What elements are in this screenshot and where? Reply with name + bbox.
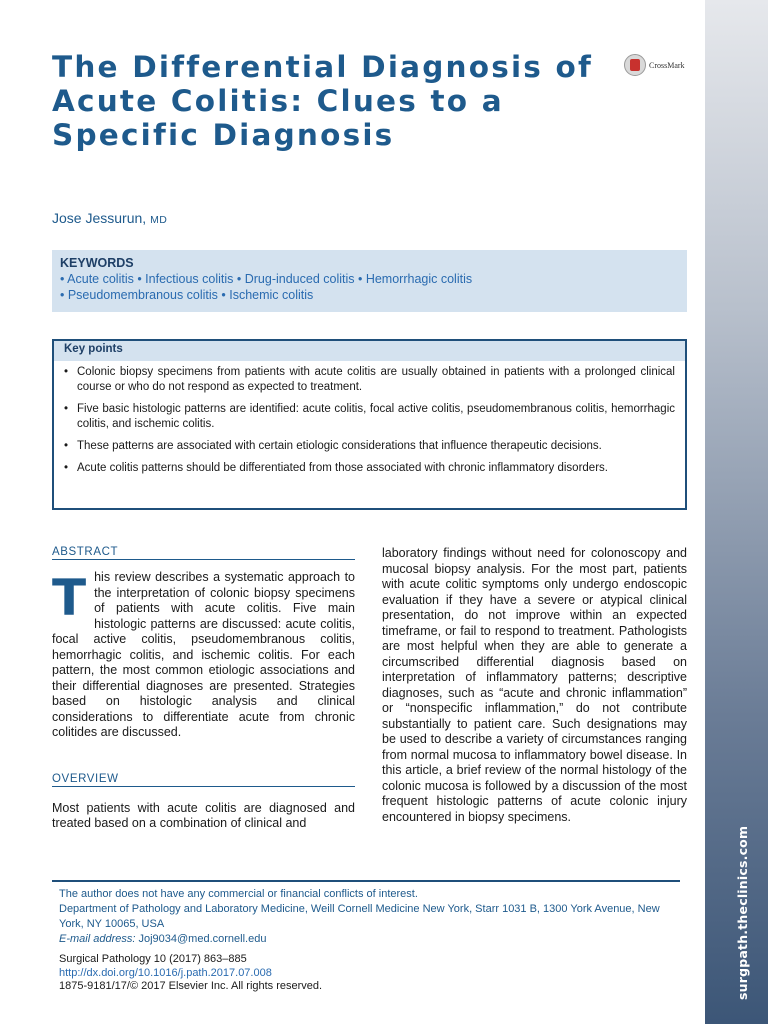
author-affiliation: Department of Pathology and Laboratory Medicine, Weill Cornell Medicine New York, Starr 1031 B, 1300 York Avenue, New York, NY 10065, USA: [59, 903, 660, 930]
key-point-item: • Colonic biopsy specimens from patients with acute colitis are usually obtained in patients with a prolonged clinical course or who do not respond as expected to treatment.: [64, 365, 675, 395]
left-column: [52, 546, 355, 832]
journal-site-url[interactable]: surgpath.theclinics.com: [735, 825, 750, 1000]
crossmark-label: CrossMark: [649, 60, 685, 70]
key-point-item: • Acute colitis patterns should be differentiated from those associated with chronic inflammatory disorders.: [64, 461, 675, 476]
key-points-heading: Key points: [54, 341, 685, 361]
abstract-text: [52, 570, 355, 741]
keywords-box: [52, 250, 687, 312]
email-line: [59, 932, 684, 947]
overview-text: Most patients with acute colitis are diagnosed and treated based on a combination of clinical and: [52, 800, 355, 830]
author-name: Jose Jessurun,: [52, 210, 147, 226]
abstract-dropcap: T: [52, 569, 87, 627]
key-points-box: [52, 339, 687, 510]
overview-continued-text: laboratory findings without need for colonoscopy and mucosal biopsy analysis. For the most part, patients with acute colitic symptoms only undergo endoscopic evaluation if they have a severe or atypical clinical presentation, do not improve within an expected timeframe, or fail to respond to treatment. Pathologists are most helpful when they are able to generate a circumscribed differential diagnosis based on interpretation of inflammatory patterns; descriptive diagnoses, such as “acute and chronic inflammation” or “nonspecific inflammation,” do not contribute substantially to patient care. Such designations may be used to describe a variety of circumstances ranging from normal mucosa to inflammatory bowel disease. In this article, a brief review of the normal histology of the colonic mucosa is followed by a discussion of the most frequent histologic patterns of acute colonic injury encountered in biopsy specimens.: [382, 546, 687, 824]
keywords-heading: KEYWORDS: [60, 256, 134, 270]
right-column: [382, 546, 687, 825]
article-title: The Differential Diagnosis of Acute Colitis: Clues to a Specific Diagnosis: [52, 50, 594, 152]
keywords-line-1: • Acute colitis • Infectious colitis • Drug-induced colitis • Hemorrhagic colitis: [60, 272, 473, 286]
copyright-line: 1875-9181/17/© 2017 Elsevier Inc. All rights reserved.: [59, 980, 323, 992]
conflict-statement: The author does not have any commercial or financial conflicts of interest.: [59, 888, 418, 900]
keywords-line-2: • Pseudomembranous colitis • Ischemic colitis: [60, 287, 314, 302]
email-label: E-mail address:: [59, 933, 136, 945]
doi-link[interactable]: http://dx.doi.org/10.1016/j.path.2017.07.008: [59, 966, 272, 979]
crossmark-badge[interactable]: [624, 54, 685, 76]
footer-notes: [59, 887, 684, 947]
abstract-body: his review describes a systematic approach to the interpretation of colonic biopsy specimens of patients with acute colitis. Five main histologic patterns are discussed: acute colitis, focal active colitis, pseudomembranous colitis, hemorrhagic colitis, and ischemic colitis. For each pattern, the most common etiologic associations and their differential diagnoses are presented. Strategies based on histologic analysis and clinical considerations to differentiate acute from chronic colitides are discussed.: [52, 570, 355, 739]
journal-citation: Surgical Pathology 10 (2017) 863–885: [59, 953, 247, 965]
key-points-list: [54, 361, 685, 476]
key-point-item: • These patterns are associated with certain etiologic considerations that influence therapeutic decisions.: [64, 439, 675, 454]
crossmark-icon: [624, 54, 646, 76]
citation-block: [59, 953, 322, 994]
abstract-heading: ABSTRACT: [52, 546, 355, 560]
author-degree: MD: [150, 214, 168, 226]
footer-divider: [52, 880, 680, 882]
author-line: [52, 210, 167, 226]
key-point-item: • Five basic histologic patterns are identified: acute colitis, focal active colitis, pseudomembranous colitis, hemorrhagic colitis, and ischemic colitis.: [64, 402, 675, 432]
email-address[interactable]: Joj9034@med.cornell.edu: [138, 933, 267, 945]
overview-heading: OVERVIEW: [52, 773, 355, 787]
